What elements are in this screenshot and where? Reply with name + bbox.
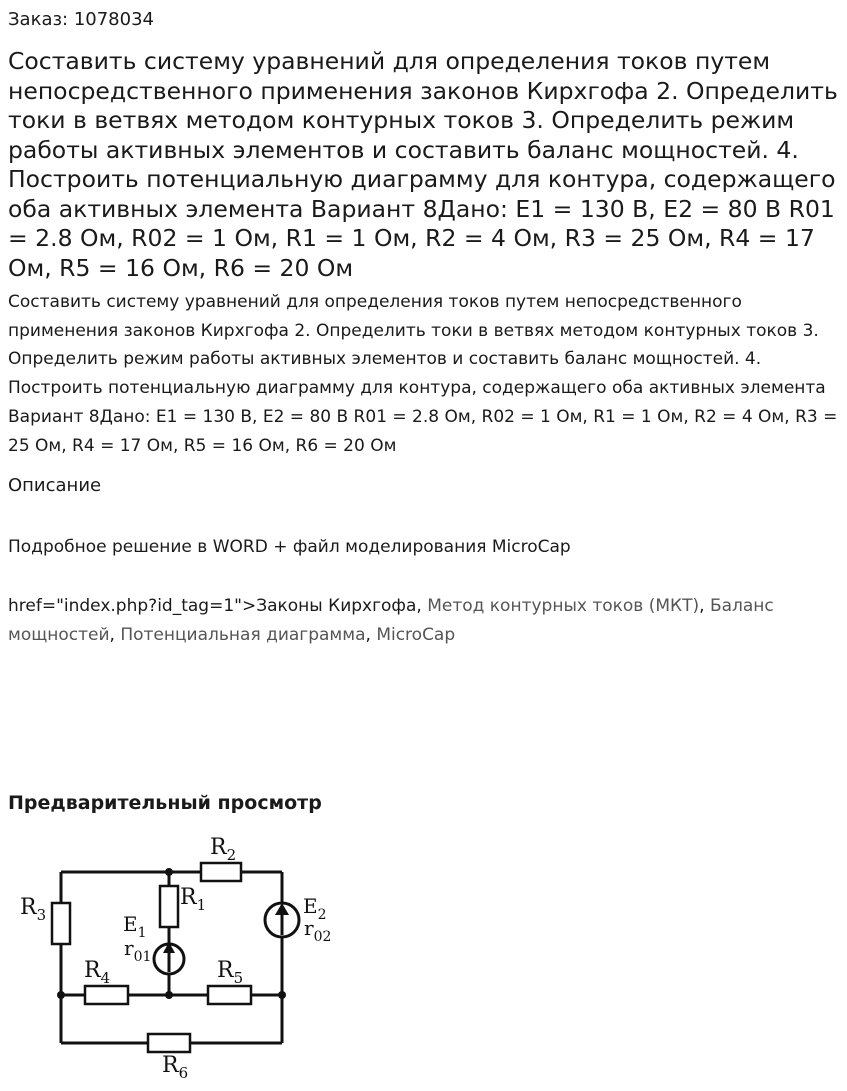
page-title: Составить систему уравнений для определения токов путем непосредственного применения законов Кирхгофа 2. Определить токи в ветвях методом контурных токов 3. Определить режим работы активных элементов и составить баланс мощностей. 4. Построить потенциальную диаграмму для контура, содержащего оба активных элемента Вариант 8Дано: E1 = 130 В, E2 = 80 В R01 = 2.8 Ом, R02 = 1 Ом, R1 = 1 Ом, R2 = 4 Ом, R3 = 25 Ом, R4 = 17 Ом, R5 = 16 Ом, R6 = 20 Ом [8, 47, 838, 282]
description-heading: Описание [8, 475, 102, 496]
resistor-r4 [85, 986, 128, 1004]
junction-node [165, 868, 173, 876]
junction-node [165, 991, 173, 999]
solution-detail: Подробное решение в WORD + файл моделирования MicroCap [8, 537, 571, 557]
label-r2: $R_2$ [210, 835, 237, 864]
label-r1: $R_1$ [180, 885, 207, 914]
resistor-r6 [148, 1034, 190, 1052]
label-e2: $E_2$ [303, 894, 327, 923]
label-r02: $r_{02}$ [304, 916, 332, 945]
tag-link-mkt[interactable]: Метод контурных токов (МКТ) [427, 596, 700, 616]
tag-link-potential-diagram[interactable]: Потенциальная диаграмма [120, 625, 366, 645]
source-e1 [154, 942, 184, 974]
task-description: Составить систему уравнений для определения токов путем непосредственного применения законов Кирхгофа 2. Определить токи в ветвях методом контурных токов 3. Определить режим работы активных элементов и составить баланс мощностей. 4. Построить потенциальную диаграмму для контура, содержащего оба активных элемента Вариант 8Дано: E1 = 130 В, E2 = 80 В R01 = 2.8 Ом, R02 = 1 Ом, R1 = 1 Ом, R2 = 4 Ом, R3 = 25 Ом, R4 = 17 Ом, R5 = 16 Ом, R6 = 20 Ом [8, 292, 838, 456]
resistor-r2 [201, 863, 241, 881]
label-e1: $E_1$ [123, 912, 147, 941]
resistor-r1 [160, 886, 178, 927]
junction-node [57, 991, 65, 999]
resistor-r3 [52, 903, 70, 944]
tags-list: href="index.php?id_tag=1">Законы Кирхгофа, Метод контурных токов (МКТ), Баланс мощностей, Потенциальная диаграмма, MicroCap [8, 596, 774, 645]
resistor-r5 [208, 986, 251, 1004]
tag-link-microcap[interactable]: MicroCap [376, 625, 456, 645]
order-number: Заказ: 1078034 [8, 9, 154, 30]
label-r6: $R_6$ [162, 1053, 189, 1082]
tag-prefix: href="index.php?id_tag=1">Законы Кирхгофа [8, 596, 417, 616]
tag-link-power-balance[interactable]: Баланс мощностей [8, 596, 774, 645]
junction-node [278, 991, 286, 999]
circuit-diagram-image [0, 828, 360, 1086]
preview-heading: Предварительный просмотр [8, 792, 322, 814]
label-r5: $R_5$ [217, 958, 244, 987]
label-r4: $R_4$ [84, 958, 111, 987]
source-e2 [265, 903, 299, 937]
label-r01: $r_{01}$ [124, 936, 152, 965]
label-r3: $R_3$ [20, 895, 47, 924]
